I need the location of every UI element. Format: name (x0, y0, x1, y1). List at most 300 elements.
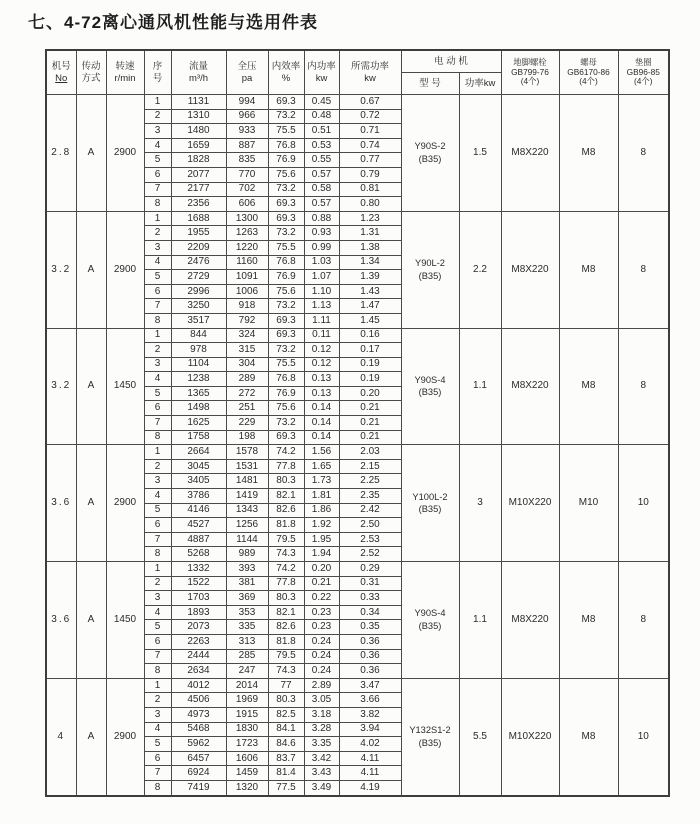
internal-power-cell: 0.57 (304, 197, 339, 212)
pressure-cell: 1160 (226, 255, 268, 270)
serial-cell: 3 (144, 357, 171, 372)
motor-model-text: Y132S1-2 (409, 725, 451, 736)
motor-model-cell (401, 445, 459, 562)
required-power-cell: 0.74 (339, 138, 401, 153)
serial-cell: 8 (144, 664, 171, 679)
required-power-cell: 1.47 (339, 299, 401, 314)
required-power-cell: 0.81 (339, 182, 401, 197)
required-power-cell: 0.71 (339, 124, 401, 139)
serial-cell: 1 (144, 445, 171, 460)
serial-cell: 2 (144, 226, 171, 241)
required-power-cell: 3.66 (339, 693, 401, 708)
internal-power-cell: 0.14 (304, 430, 339, 445)
efficiency-cell: 73.2 (268, 416, 304, 431)
motor-model-text: Y100L-2 (412, 491, 448, 502)
internal-power-cell: 0.22 (304, 591, 339, 606)
required-power-cell: 0.31 (339, 576, 401, 591)
efficiency-cell: 76.8 (268, 138, 304, 153)
internal-power-cell: 0.99 (304, 240, 339, 255)
flow-cell: 4887 (171, 532, 226, 547)
serial-cell: 8 (144, 547, 171, 562)
pressure-cell: 1300 (226, 211, 268, 226)
pressure-cell: 1144 (226, 532, 268, 547)
efficiency-cell: 82.5 (268, 707, 304, 722)
efficiency-cell: 82.6 (268, 620, 304, 635)
pressure-cell: 353 (226, 605, 268, 620)
serial-cell: 1 (144, 95, 171, 110)
motor-frame-text: (B35) (418, 387, 442, 398)
serial-cell: 7 (144, 649, 171, 664)
pressure-cell: 381 (226, 576, 268, 591)
flow-cell: 2634 (171, 664, 226, 679)
serial-cell: 8 (144, 780, 171, 795)
washer-cell: 10 (618, 678, 669, 795)
internal-power-cell: 1.86 (304, 503, 339, 518)
required-power-cell: 0.19 (339, 357, 401, 372)
efficiency-cell: 81.4 (268, 766, 304, 781)
internal-power-cell: 1.92 (304, 518, 339, 533)
required-power-cell: 2.15 (339, 459, 401, 474)
anchor-bolt-cell: M8X220 (501, 328, 559, 445)
flow-cell: 3405 (171, 474, 226, 489)
serial-cell: 7 (144, 766, 171, 781)
efficiency-cell: 73.2 (268, 226, 304, 241)
internal-power-cell: 1.07 (304, 270, 339, 285)
serial-cell: 2 (144, 109, 171, 124)
efficiency-cell: 76.9 (268, 153, 304, 168)
internal-power-cell: 0.23 (304, 620, 339, 635)
serial-cell: 6 (144, 284, 171, 299)
motor-power-cell: 1.1 (459, 328, 501, 445)
flow-cell: 3517 (171, 313, 226, 328)
speed-cell: 1450 (106, 328, 144, 445)
serial-cell: 4 (144, 255, 171, 270)
internal-power-cell: 0.21 (304, 576, 339, 591)
internal-power-cell: 1.81 (304, 489, 339, 504)
flow-cell: 5268 (171, 547, 226, 562)
washer-cell: 8 (618, 328, 669, 445)
required-power-cell: 2.53 (339, 532, 401, 547)
required-power-cell: 3.47 (339, 678, 401, 693)
pressure-cell: 989 (226, 547, 268, 562)
header-motor-power: 功率kw (459, 73, 501, 95)
machine-no-cell: 3.2 (46, 211, 76, 328)
pressure-cell: 289 (226, 372, 268, 387)
required-power-cell: 0.36 (339, 634, 401, 649)
serial-cell: 4 (144, 489, 171, 504)
efficiency-cell: 73.2 (268, 343, 304, 358)
motor-power-cell: 3 (459, 445, 501, 562)
flow-cell: 1955 (171, 226, 226, 241)
serial-cell: 5 (144, 620, 171, 635)
machine-no-cell: 2.8 (46, 95, 76, 212)
required-power-cell: 0.34 (339, 605, 401, 620)
table-row (46, 562, 669, 577)
header-motor-model: 型 号 (401, 73, 459, 95)
flow-cell: 1310 (171, 109, 226, 124)
pressure-cell: 1723 (226, 737, 268, 752)
flow-cell: 1104 (171, 357, 226, 372)
required-power-cell: 1.23 (339, 211, 401, 226)
serial-cell: 6 (144, 751, 171, 766)
motor-power-cell: 1.1 (459, 562, 501, 679)
serial-cell: 2 (144, 576, 171, 591)
pressure-cell: 1256 (226, 518, 268, 533)
pressure-cell: 1091 (226, 270, 268, 285)
pressure-cell: 369 (226, 591, 268, 606)
speed-cell: 1450 (106, 562, 144, 679)
required-power-cell: 4.19 (339, 780, 401, 795)
pressure-cell: 770 (226, 167, 268, 182)
flow-cell: 4527 (171, 518, 226, 533)
flow-cell: 3250 (171, 299, 226, 314)
motor-model-text: Y90S-4 (414, 374, 446, 385)
required-power-cell: 4.11 (339, 751, 401, 766)
speed-cell: 2900 (106, 95, 144, 212)
required-power-cell: 0.21 (339, 416, 401, 431)
flow-cell: 1893 (171, 605, 226, 620)
internal-power-cell: 0.23 (304, 605, 339, 620)
flow-cell: 1828 (171, 153, 226, 168)
required-power-cell: 1.45 (339, 313, 401, 328)
efficiency-cell: 81.8 (268, 634, 304, 649)
required-power-cell: 2.03 (339, 445, 401, 460)
efficiency-cell: 73.2 (268, 299, 304, 314)
serial-cell: 6 (144, 634, 171, 649)
efficiency-cell: 73.2 (268, 182, 304, 197)
efficiency-cell: 69.3 (268, 197, 304, 212)
washer-cell: 8 (618, 211, 669, 328)
efficiency-cell: 69.3 (268, 95, 304, 110)
efficiency-cell: 82.6 (268, 503, 304, 518)
efficiency-cell: 80.3 (268, 474, 304, 489)
required-power-cell: 0.79 (339, 167, 401, 182)
internal-power-cell: 0.11 (304, 328, 339, 343)
pressure-cell: 272 (226, 386, 268, 401)
efficiency-cell: 77.8 (268, 459, 304, 474)
required-power-cell: 1.38 (339, 240, 401, 255)
table-row (46, 678, 669, 693)
serial-cell: 6 (144, 401, 171, 416)
page-title: 七、4-72离心通风机性能与选用件表 (28, 13, 319, 32)
pressure-cell: 1220 (226, 240, 268, 255)
efficiency-cell: 69.3 (268, 430, 304, 445)
internal-power-cell: 3.28 (304, 722, 339, 737)
internal-power-cell: 1.73 (304, 474, 339, 489)
anchor-bolt-cell: M8X220 (501, 562, 559, 679)
anchor-bolt-cell: M10X220 (501, 445, 559, 562)
required-power-cell: 2.52 (339, 547, 401, 562)
speed-cell: 2900 (106, 211, 144, 328)
pressure-cell: 835 (226, 153, 268, 168)
pressure-cell: 1969 (226, 693, 268, 708)
flow-cell: 2073 (171, 620, 226, 635)
serial-cell: 3 (144, 707, 171, 722)
required-power-cell: 0.36 (339, 664, 401, 679)
motor-model-text: Y90L-2 (415, 258, 445, 269)
internal-power-cell: 3.42 (304, 751, 339, 766)
internal-power-cell: 0.93 (304, 226, 339, 241)
machine-no-cell: 4 (46, 678, 76, 795)
pressure-cell: 229 (226, 416, 268, 431)
flow-cell: 1238 (171, 372, 226, 387)
internal-power-cell: 0.48 (304, 109, 339, 124)
required-power-cell: 2.35 (339, 489, 401, 504)
nut-cell: M10 (559, 445, 618, 562)
pressure-cell: 1830 (226, 722, 268, 737)
efficiency-cell: 81.8 (268, 518, 304, 533)
efficiency-cell: 84.1 (268, 722, 304, 737)
internal-power-cell: 1.65 (304, 459, 339, 474)
internal-power-cell: 0.51 (304, 124, 339, 139)
efficiency-cell: 77 (268, 678, 304, 693)
efficiency-cell: 75.6 (268, 401, 304, 416)
serial-cell: 3 (144, 124, 171, 139)
flow-cell: 4506 (171, 693, 226, 708)
flow-cell: 7419 (171, 780, 226, 795)
flow-cell: 3786 (171, 489, 226, 504)
flow-cell: 4146 (171, 503, 226, 518)
required-power-cell: 2.25 (339, 474, 401, 489)
serial-cell: 4 (144, 372, 171, 387)
efficiency-cell: 75.5 (268, 240, 304, 255)
internal-power-cell: 0.13 (304, 386, 339, 401)
required-power-cell: 1.43 (339, 284, 401, 299)
pressure-cell: 1481 (226, 474, 268, 489)
table-row (46, 95, 669, 110)
flow-cell: 3045 (171, 459, 226, 474)
serial-cell: 6 (144, 518, 171, 533)
serial-cell: 1 (144, 328, 171, 343)
motor-power-cell: 5.5 (459, 678, 501, 795)
required-power-cell: 0.21 (339, 430, 401, 445)
internal-power-cell: 1.10 (304, 284, 339, 299)
serial-cell: 5 (144, 270, 171, 285)
required-power-cell: 1.39 (339, 270, 401, 285)
efficiency-cell: 74.3 (268, 664, 304, 679)
machine-no-cell: 3.2 (46, 328, 76, 445)
internal-power-cell: 3.35 (304, 737, 339, 752)
flow-cell: 1659 (171, 138, 226, 153)
required-power-cell: 0.77 (339, 153, 401, 168)
internal-power-cell: 3.05 (304, 693, 339, 708)
header-internal-power: 内功率 kw (304, 50, 339, 95)
flow-cell: 2177 (171, 182, 226, 197)
serial-cell: 2 (144, 693, 171, 708)
pressure-cell: 1419 (226, 489, 268, 504)
flow-cell: 1480 (171, 124, 226, 139)
washer-cell: 8 (618, 562, 669, 679)
efficiency-cell: 76.8 (268, 372, 304, 387)
pressure-cell: 1459 (226, 766, 268, 781)
serial-cell: 4 (144, 722, 171, 737)
serial-cell: 1 (144, 211, 171, 226)
flow-cell: 2444 (171, 649, 226, 664)
efficiency-cell: 80.3 (268, 693, 304, 708)
flow-cell: 6924 (171, 766, 226, 781)
pressure-cell: 1531 (226, 459, 268, 474)
serial-cell: 3 (144, 591, 171, 606)
motor-frame-text: (B35) (418, 270, 442, 281)
header-required-power: 所需功率 kw (339, 50, 401, 95)
flow-cell: 1625 (171, 416, 226, 431)
internal-power-cell: 0.12 (304, 357, 339, 372)
motor-model-cell (401, 678, 459, 795)
internal-power-cell: 0.13 (304, 372, 339, 387)
pressure-cell: 966 (226, 109, 268, 124)
motor-model-cell (401, 328, 459, 445)
drive-mode-cell: A (76, 95, 106, 212)
efficiency-cell: 82.1 (268, 605, 304, 620)
serial-cell: 3 (144, 474, 171, 489)
required-power-cell: 0.19 (339, 372, 401, 387)
internal-power-cell: 1.13 (304, 299, 339, 314)
required-power-cell: 0.33 (339, 591, 401, 606)
internal-power-cell: 1.95 (304, 532, 339, 547)
flow-cell: 2209 (171, 240, 226, 255)
required-power-cell: 0.16 (339, 328, 401, 343)
required-power-cell: 4.11 (339, 766, 401, 781)
nut-cell: M8 (559, 211, 618, 328)
required-power-cell: 0.35 (339, 620, 401, 635)
serial-cell: 3 (144, 240, 171, 255)
internal-power-cell: 0.12 (304, 343, 339, 358)
required-power-cell: 0.29 (339, 562, 401, 577)
internal-power-cell: 1.03 (304, 255, 339, 270)
efficiency-cell: 83.7 (268, 751, 304, 766)
flow-cell: 2263 (171, 634, 226, 649)
efficiency-cell: 75.6 (268, 167, 304, 182)
pressure-cell: 918 (226, 299, 268, 314)
header-efficiency: 内效率 % (268, 50, 304, 95)
serial-cell: 5 (144, 503, 171, 518)
pressure-cell: 1006 (226, 284, 268, 299)
serial-cell: 4 (144, 138, 171, 153)
motor-power-cell: 1.5 (459, 95, 501, 212)
internal-power-cell: 3.49 (304, 780, 339, 795)
pressure-cell: 2014 (226, 678, 268, 693)
required-power-cell: 0.21 (339, 401, 401, 416)
pressure-cell: 313 (226, 634, 268, 649)
flow-cell: 1365 (171, 386, 226, 401)
flow-cell: 5962 (171, 737, 226, 752)
nut-cell: M8 (559, 328, 618, 445)
pressure-cell: 393 (226, 562, 268, 577)
serial-cell: 5 (144, 386, 171, 401)
flow-cell: 844 (171, 328, 226, 343)
nut-cell: M8 (559, 562, 618, 679)
required-power-cell: 0.80 (339, 197, 401, 212)
serial-cell: 6 (144, 167, 171, 182)
pressure-cell: 315 (226, 343, 268, 358)
pressure-cell: 335 (226, 620, 268, 635)
pressure-cell: 887 (226, 138, 268, 153)
internal-power-cell: 3.43 (304, 766, 339, 781)
serial-cell: 1 (144, 562, 171, 577)
header-motor-group: 电 动 机 (401, 50, 501, 73)
motor-model-cell (401, 562, 459, 679)
flow-cell: 2996 (171, 284, 226, 299)
efficiency-cell: 76.8 (268, 255, 304, 270)
efficiency-cell: 69.3 (268, 313, 304, 328)
flow-cell: 2476 (171, 255, 226, 270)
serial-cell: 5 (144, 153, 171, 168)
drive-mode-cell: A (76, 211, 106, 328)
required-power-cell: 3.82 (339, 707, 401, 722)
internal-power-cell: 0.14 (304, 401, 339, 416)
internal-power-cell: 1.11 (304, 313, 339, 328)
internal-power-cell: 0.24 (304, 649, 339, 664)
table-header (46, 50, 669, 95)
internal-power-cell: 3.18 (304, 707, 339, 722)
flow-cell: 1332 (171, 562, 226, 577)
table-row (46, 211, 669, 226)
pressure-cell: 1606 (226, 751, 268, 766)
flow-cell: 2077 (171, 167, 226, 182)
speed-cell: 2900 (106, 445, 144, 562)
drive-mode-cell: A (76, 678, 106, 795)
pressure-cell: 198 (226, 430, 268, 445)
header-washer: 垫圈 GB96-85 (4个) (618, 50, 669, 95)
required-power-cell: 0.67 (339, 95, 401, 110)
required-power-cell: 4.02 (339, 737, 401, 752)
pressure-cell: 1320 (226, 780, 268, 795)
motor-model-cell (401, 211, 459, 328)
pressure-cell: 933 (226, 124, 268, 139)
flow-cell: 1688 (171, 211, 226, 226)
internal-power-cell: 0.53 (304, 138, 339, 153)
internal-power-cell: 0.88 (304, 211, 339, 226)
internal-power-cell: 2.89 (304, 678, 339, 693)
motor-frame-text: (B35) (418, 153, 442, 164)
efficiency-cell: 77.8 (268, 576, 304, 591)
required-power-cell: 0.17 (339, 343, 401, 358)
pressure-cell: 1915 (226, 707, 268, 722)
required-power-cell: 2.42 (339, 503, 401, 518)
performance-table (45, 49, 670, 797)
flow-cell: 1131 (171, 95, 226, 110)
serial-cell: 8 (144, 313, 171, 328)
pressure-cell: 994 (226, 95, 268, 110)
drive-mode-cell: A (76, 445, 106, 562)
speed-cell: 2900 (106, 678, 144, 795)
efficiency-cell: 74.2 (268, 562, 304, 577)
serial-cell: 4 (144, 605, 171, 620)
header-speed: 转速 r/min (106, 50, 144, 95)
efficiency-cell: 75.5 (268, 357, 304, 372)
serial-cell: 8 (144, 197, 171, 212)
internal-power-cell: 0.45 (304, 95, 339, 110)
motor-model-text: Y90S-2 (414, 141, 446, 152)
nut-cell: M8 (559, 678, 618, 795)
table-row (46, 445, 669, 460)
internal-power-cell: 0.58 (304, 182, 339, 197)
pressure-cell: 247 (226, 664, 268, 679)
anchor-bolt-cell: M10X220 (501, 678, 559, 795)
required-power-cell: 0.20 (339, 386, 401, 401)
machine-no-cell: 3.6 (46, 562, 76, 679)
flow-cell: 2729 (171, 270, 226, 285)
flow-cell: 978 (171, 343, 226, 358)
efficiency-cell: 75.6 (268, 284, 304, 299)
internal-power-cell: 1.56 (304, 445, 339, 460)
serial-cell: 7 (144, 416, 171, 431)
motor-frame-text: (B35) (418, 737, 442, 748)
efficiency-cell: 76.9 (268, 386, 304, 401)
anchor-bolt-cell: M8X220 (501, 95, 559, 212)
internal-power-cell: 0.20 (304, 562, 339, 577)
flow-cell: 2664 (171, 445, 226, 460)
